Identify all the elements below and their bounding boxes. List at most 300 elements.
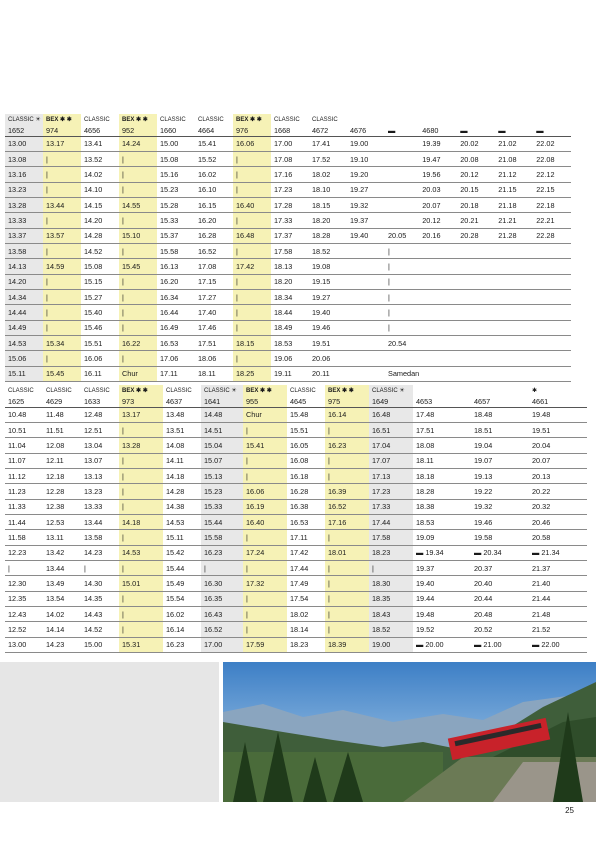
time-cell: 16.53 [157, 335, 195, 350]
time-cell [533, 351, 571, 366]
time-cell: 20.15 [457, 182, 495, 197]
train-number: 1633 [81, 395, 119, 407]
time-cell: 16.06 [243, 484, 287, 499]
time-cell [495, 243, 533, 258]
time-cell: 14.20 [5, 274, 43, 289]
time-cell: | [43, 167, 81, 182]
time-cell [457, 366, 495, 381]
train-number-row [5, 395, 587, 407]
time-cell: 20.13 [529, 468, 587, 483]
time-cell: 17.46 [195, 320, 233, 335]
time-cell: | [233, 167, 271, 182]
time-cell [419, 289, 457, 304]
time-cell: 19.46 [471, 514, 529, 529]
time-cell: 15.51 [287, 422, 325, 437]
time-cell: 18.11 [413, 453, 471, 468]
table-row [5, 182, 571, 197]
time-cell: 16.14 [163, 622, 201, 637]
time-cell: | [325, 622, 369, 637]
time-cell [347, 305, 385, 320]
time-cell: 16.02 [163, 606, 201, 621]
time-cell: 14.44 [5, 305, 43, 320]
time-cell: | [43, 151, 81, 166]
time-cell [533, 259, 571, 274]
time-cell: 20.12 [419, 213, 457, 228]
time-cell [495, 335, 533, 350]
time-cell: 16.53 [287, 514, 325, 529]
train-category: CLASSIC [290, 388, 316, 394]
time-cell: 16.38 [287, 499, 325, 514]
time-cell: 20.22 [529, 484, 587, 499]
time-cell [385, 197, 419, 212]
time-cell: 22.15 [533, 182, 571, 197]
time-cell: ▬ 20.00 [413, 637, 471, 652]
train-category: CLASSIC [160, 117, 186, 123]
table-row [5, 514, 587, 529]
time-cell: 16.34 [157, 289, 195, 304]
time-cell: 18.15 [233, 335, 271, 350]
time-cell: 17.52 [309, 151, 347, 166]
time-cell [419, 243, 457, 258]
time-cell [457, 259, 495, 274]
time-cell: 11.48 [43, 407, 81, 422]
time-cell: 14.51 [201, 422, 243, 437]
time-cell: | [119, 151, 157, 166]
time-cell: 15.46 [81, 320, 119, 335]
time-cell: 20.07 [419, 197, 457, 212]
time-cell: | [325, 606, 369, 621]
time-cell: 18.44 [271, 305, 309, 320]
time-cell: | [119, 351, 157, 366]
time-cell: | [119, 167, 157, 182]
time-cell: 15.41 [243, 438, 287, 453]
time-cell: 17.44 [287, 560, 325, 575]
time-cell: 10.51 [5, 422, 43, 437]
time-cell: Samedan [385, 366, 419, 381]
time-cell: 19.15 [309, 274, 347, 289]
train-category [419, 114, 457, 124]
time-cell [495, 289, 533, 304]
time-cell: 15.58 [201, 530, 243, 545]
time-cell: 15.23 [201, 484, 243, 499]
time-cell: | [119, 484, 163, 499]
time-cell: 16.23 [325, 438, 369, 453]
time-cell: 15.08 [81, 259, 119, 274]
time-cell: 17.41 [309, 136, 347, 151]
time-cell: 19.08 [309, 259, 347, 274]
time-cell: 13.54 [43, 591, 81, 606]
time-cell: | [43, 305, 81, 320]
time-cell: Chur [119, 366, 157, 381]
train-category: CLASSIC ☀ [201, 385, 243, 395]
time-cell: 20.05 [385, 228, 419, 243]
table-row [5, 637, 587, 652]
time-cell: 16.52 [195, 243, 233, 258]
time-cell: | [325, 560, 369, 575]
time-cell: 13.28 [119, 438, 163, 453]
time-cell: 20.28 [457, 228, 495, 243]
time-cell: 16.30 [201, 576, 243, 591]
time-cell: 13.23 [5, 182, 43, 197]
time-cell: 18.06 [195, 351, 233, 366]
train-category: CLASSIC [274, 117, 300, 123]
train-number: 4661 [529, 395, 587, 407]
time-cell: 18.11 [195, 366, 233, 381]
train-number: 952 [119, 124, 157, 136]
time-cell: 18.39 [325, 637, 369, 652]
time-cell: 13.44 [43, 197, 81, 212]
time-cell: 13.37 [5, 228, 43, 243]
train-category: CLASSIC [312, 117, 338, 123]
time-cell: 15.54 [163, 591, 201, 606]
time-cell: 22.28 [533, 228, 571, 243]
table-row [5, 453, 587, 468]
time-cell: 21.08 [495, 151, 533, 166]
time-cell: 19.00 [369, 637, 413, 652]
time-cell: 18.53 [413, 514, 471, 529]
time-cell: 19.32 [471, 499, 529, 514]
time-cell: 21.28 [495, 228, 533, 243]
time-cell: 18.10 [309, 182, 347, 197]
time-cell [457, 274, 495, 289]
table-row [5, 351, 571, 366]
time-cell [495, 305, 533, 320]
time-cell: 13.57 [43, 228, 81, 243]
time-cell: 13.04 [81, 438, 119, 453]
time-cell: | [233, 243, 271, 258]
time-cell: 15.31 [119, 637, 163, 652]
train-number: 1625 [5, 395, 43, 407]
time-cell: 14.35 [81, 591, 119, 606]
time-cell: 13.44 [43, 560, 81, 575]
time-cell: 17.42 [287, 545, 325, 560]
time-cell: 19.00 [347, 136, 385, 151]
time-cell: 19.40 [347, 228, 385, 243]
time-cell: 15.08 [157, 151, 195, 166]
time-cell: 16.23 [201, 545, 243, 560]
time-cell: 15.37 [157, 228, 195, 243]
time-cell: 17.11 [287, 530, 325, 545]
time-cell: 16.10 [195, 182, 233, 197]
time-cell: 20.52 [471, 622, 529, 637]
table-row [5, 228, 571, 243]
table-row [5, 576, 587, 591]
time-cell: 20.04 [529, 438, 587, 453]
time-cell: | [119, 468, 163, 483]
time-cell: | [243, 560, 287, 575]
time-cell: 21.37 [529, 560, 587, 575]
time-cell: | [81, 560, 119, 575]
time-cell [385, 182, 419, 197]
time-cell: 19.04 [471, 438, 529, 453]
time-cell: 16.02 [195, 167, 233, 182]
time-cell: 13.44 [81, 514, 119, 529]
time-cell: 17.44 [369, 514, 413, 529]
time-cell: | [233, 182, 271, 197]
time-cell: 12.43 [5, 606, 43, 621]
time-cell: 11.12 [5, 468, 43, 483]
time-cell: 16.18 [287, 468, 325, 483]
train-category: CLASSIC [8, 388, 34, 394]
time-cell: 17.54 [287, 591, 325, 606]
time-cell: | [385, 289, 419, 304]
time-cell: 17.27 [195, 289, 233, 304]
time-cell: 19.47 [419, 151, 457, 166]
time-cell [457, 305, 495, 320]
train-category [385, 114, 419, 124]
time-cell: | [119, 320, 157, 335]
time-cell: 19.51 [529, 422, 587, 437]
train-landscape-image [223, 662, 596, 802]
time-cell: 20.11 [309, 366, 347, 381]
time-cell: 19.40 [413, 576, 471, 591]
time-cell: 14.24 [119, 136, 157, 151]
time-cell: | [233, 305, 271, 320]
time-cell: 18.23 [369, 545, 413, 560]
time-cell: 18.38 [413, 499, 471, 514]
train-number: 976 [233, 124, 271, 136]
time-cell: 20.46 [529, 514, 587, 529]
time-cell: 18.30 [369, 576, 413, 591]
time-cell: 15.01 [119, 576, 163, 591]
time-cell: 18.14 [287, 622, 325, 637]
time-cell: 17.49 [287, 576, 325, 591]
time-cell: 10.48 [5, 407, 43, 422]
time-cell: 17.07 [369, 453, 413, 468]
time-cell: 18.35 [369, 591, 413, 606]
time-cell: | [325, 591, 369, 606]
time-cell: | [119, 422, 163, 437]
timetable-2 [5, 385, 587, 653]
time-cell: 13.17 [119, 407, 163, 422]
time-cell: 17.32 [243, 576, 287, 591]
time-cell: 14.38 [163, 499, 201, 514]
train-number-row [5, 124, 571, 136]
time-cell: 17.08 [271, 151, 309, 166]
time-cell: 20.12 [457, 167, 495, 182]
time-cell [533, 305, 571, 320]
time-cell: | [385, 320, 419, 335]
time-cell: | [43, 182, 81, 197]
time-cell: 18.15 [309, 197, 347, 212]
time-cell: 17.33 [271, 213, 309, 228]
time-cell: 16.48 [369, 407, 413, 422]
time-cell: 17.00 [271, 136, 309, 151]
table-row [5, 197, 571, 212]
time-cell: 20.44 [471, 591, 529, 606]
time-cell: 19.46 [309, 320, 347, 335]
time-cell: 16.06 [233, 136, 271, 151]
train-number: 4645 [287, 395, 325, 407]
time-cell: 13.11 [43, 530, 81, 545]
time-cell: 14.11 [163, 453, 201, 468]
time-cell: 19.27 [309, 289, 347, 304]
time-cell: 18.20 [271, 274, 309, 289]
time-cell: 13.23 [81, 484, 119, 499]
train-category: BEX ✱ ✱ [119, 114, 157, 124]
time-cell: ▬ 21.34 [529, 545, 587, 560]
time-cell: 18.51 [471, 422, 529, 437]
time-cell: 21.52 [529, 622, 587, 637]
time-cell [495, 259, 533, 274]
train-number: 4680 [419, 124, 457, 136]
time-cell: 11.07 [5, 453, 43, 468]
time-cell: 12.18 [43, 468, 81, 483]
train-category [471, 385, 529, 395]
time-cell: | [201, 560, 243, 575]
time-cell: 20.07 [529, 453, 587, 468]
time-cell: 12.11 [43, 453, 81, 468]
table-row [5, 545, 587, 560]
time-cell: 19.39 [419, 136, 457, 151]
train-number: ▬ [385, 124, 419, 136]
time-cell: | [233, 289, 271, 304]
train-number: 4656 [81, 124, 119, 136]
time-cell: 15.00 [81, 637, 119, 652]
time-cell [495, 274, 533, 289]
time-cell: 16.39 [325, 484, 369, 499]
time-cell: 13.00 [5, 136, 43, 151]
time-cell: 15.42 [163, 545, 201, 560]
time-cell: | [385, 305, 419, 320]
time-cell: 19.44 [413, 591, 471, 606]
time-cell: 19.56 [419, 167, 457, 182]
time-cell [533, 366, 571, 381]
time-cell: 17.51 [195, 335, 233, 350]
time-cell: 15.51 [81, 335, 119, 350]
time-cell: 14.55 [119, 197, 157, 212]
time-cell: | [119, 213, 157, 228]
time-cell: 14.23 [81, 545, 119, 560]
time-cell: 17.58 [369, 530, 413, 545]
time-cell: 13.48 [163, 407, 201, 422]
time-cell [347, 274, 385, 289]
time-cell: 20.18 [457, 197, 495, 212]
time-cell: 14.18 [163, 468, 201, 483]
time-cell: 20.02 [457, 136, 495, 151]
time-cell: 16.52 [201, 622, 243, 637]
time-cell [419, 366, 457, 381]
time-cell: | [119, 274, 157, 289]
time-cell: 15.45 [119, 259, 157, 274]
time-cell: 16.22 [119, 335, 157, 350]
time-cell: 16.49 [157, 320, 195, 335]
table-row [5, 335, 571, 350]
train-number: 4657 [471, 395, 529, 407]
time-cell [347, 289, 385, 304]
time-cell: 21.12 [495, 167, 533, 182]
table-row [5, 484, 587, 499]
table-row [5, 167, 571, 182]
time-cell: 20.37 [471, 560, 529, 575]
time-cell: 14.20 [81, 213, 119, 228]
time-cell: 15.45 [43, 366, 81, 381]
train-category: BEX ✱ ✱ [119, 385, 163, 395]
table-row [5, 560, 587, 575]
time-cell: 15.49 [163, 576, 201, 591]
time-cell: 17.28 [271, 197, 309, 212]
train-number: 4672 [309, 124, 347, 136]
train-category [533, 114, 571, 124]
time-cell: 13.33 [81, 499, 119, 514]
time-cell: 19.32 [347, 197, 385, 212]
time-cell: 21.18 [495, 197, 533, 212]
time-cell: 13.42 [43, 545, 81, 560]
time-cell: 16.28 [287, 484, 325, 499]
time-cell: 12.52 [5, 622, 43, 637]
time-cell [533, 243, 571, 258]
time-cell: 16.28 [195, 228, 233, 243]
time-cell [495, 320, 533, 335]
train-photo [223, 662, 596, 802]
time-cell: 16.40 [233, 197, 271, 212]
time-cell: ▬ 19.34 [413, 545, 471, 560]
time-cell [347, 351, 385, 366]
time-cell: 20.03 [419, 182, 457, 197]
time-cell [347, 259, 385, 274]
time-cell: 17.42 [233, 259, 271, 274]
train-category: BEX ✱ ✱ [325, 385, 369, 395]
time-cell: Chur [243, 407, 287, 422]
time-cell: | [43, 289, 81, 304]
time-cell: 19.37 [347, 213, 385, 228]
time-cell: 20.54 [385, 335, 419, 350]
time-cell [457, 335, 495, 350]
time-cell: 13.28 [5, 197, 43, 212]
time-cell: | [119, 182, 157, 197]
time-cell: 18.08 [413, 438, 471, 453]
time-cell: | [243, 591, 287, 606]
time-cell: 21.02 [495, 136, 533, 151]
time-cell: 12.28 [43, 484, 81, 499]
train-category: CLASSIC ☀ [369, 385, 413, 395]
time-cell: 14.52 [81, 622, 119, 637]
time-cell: 15.48 [287, 407, 325, 422]
time-cell: | [385, 243, 419, 258]
time-cell: 13.13 [81, 468, 119, 483]
time-cell: 22.02 [533, 136, 571, 151]
time-cell: 13.17 [43, 136, 81, 151]
time-cell: 20.32 [529, 499, 587, 514]
table-row [5, 151, 571, 166]
table-row [5, 530, 587, 545]
train-number: ▬ [533, 124, 571, 136]
train-number: 1652 [5, 124, 43, 136]
time-cell [385, 136, 419, 151]
time-cell: 16.20 [157, 274, 195, 289]
time-cell: 19.27 [347, 182, 385, 197]
time-cell: 17.59 [243, 637, 287, 652]
time-cell: 12.51 [81, 422, 119, 437]
table-row [5, 289, 571, 304]
train-category: CLASSIC [198, 117, 224, 123]
time-cell [419, 335, 457, 350]
time-cell: 22.12 [533, 167, 571, 182]
time-cell [419, 259, 457, 274]
time-cell: 11.44 [5, 514, 43, 529]
time-cell: 16.14 [325, 407, 369, 422]
time-cell: | [43, 243, 81, 258]
time-cell: 20.21 [457, 213, 495, 228]
time-cell: 17.40 [195, 305, 233, 320]
time-cell: | [385, 274, 419, 289]
time-cell: | [119, 622, 163, 637]
time-cell: | [233, 320, 271, 335]
time-cell: 12.48 [81, 407, 119, 422]
train-number: 4664 [195, 124, 233, 136]
time-cell: 18.13 [271, 259, 309, 274]
time-cell: 21.40 [529, 576, 587, 591]
